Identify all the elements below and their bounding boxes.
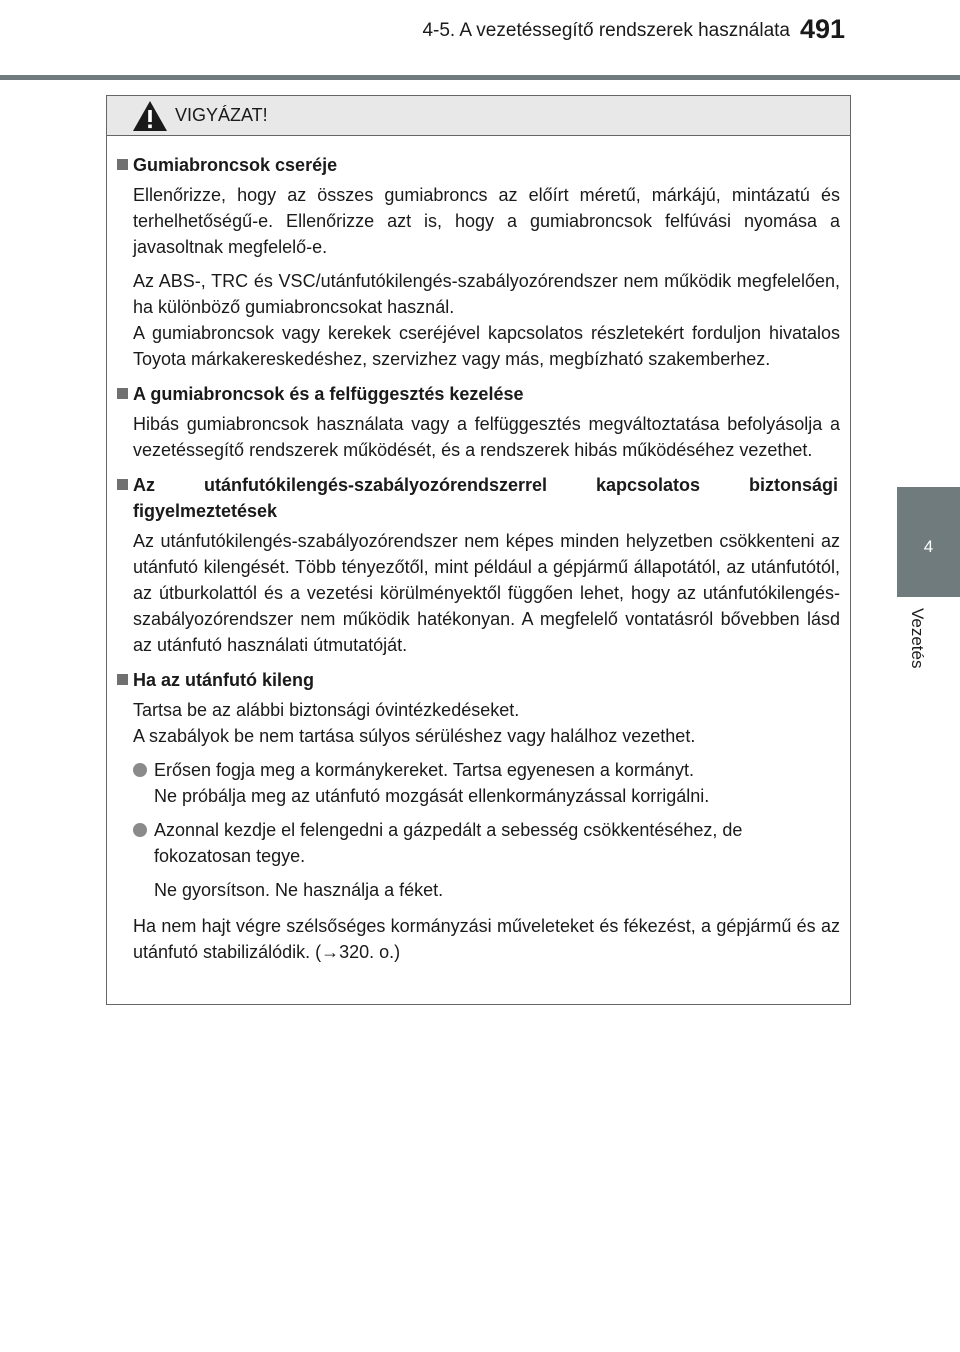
warning-content — [107, 136, 850, 965]
circle-bullet-icon — [133, 823, 147, 837]
section-tire-suspension-handling — [117, 381, 840, 463]
list-item — [133, 757, 840, 809]
running-header-title: 4-5. A vezetéssegítő rendszerek használata — [422, 20, 790, 41]
section-heading-text: Ha az utánfutó kileng — [133, 670, 315, 690]
chapter-label: Vezetés — [908, 608, 927, 669]
warning-title: VIGYÁZAT! — [175, 105, 268, 125]
section-if-trailer-sways — [117, 667, 840, 965]
section-trailer-sway-warnings — [117, 472, 840, 658]
paragraph: Az utánfutókilengés-szabályozórendszer nem képes minden helyzetben csökkenteni az utánfutó kilengését. Több tényezőtől, mint például a gépjármű állapotától, az utánfutótól, az útburkolattól és a vezetési körülményektől függően lehet, hogy az utánfutókilengés-szabályozórendszer nem működik hatékonyan. A megfelelő vontatásról bővebben lásd az utánfutó használati útmutatóját. — [133, 531, 840, 655]
section-heading — [117, 472, 840, 524]
list-item — [133, 817, 840, 869]
circle-bullet-icon — [133, 763, 147, 777]
paragraph — [133, 697, 840, 749]
list-item-line: Azonnal kezdje el felengedni a gázpedált a sebesség csökkentéséhez, de fokozatosan tegye. — [154, 820, 743, 866]
square-bullet-icon — [117, 388, 128, 399]
warning-box — [106, 95, 851, 1005]
warning-triangle-icon — [131, 99, 169, 133]
paragraph: Hibás gumiabroncsok használata vagy a felfüggesztés megváltoztatása befolyásolja a vezetéssegítő rendszerek működését, és a rendszerek hibás működéséhez vezethet. — [133, 414, 840, 460]
square-bullet-icon — [117, 479, 128, 490]
section-heading — [117, 381, 840, 407]
paragraph-line: Az ABS-, TRC és VSC/utánfutókilengés-szabályozórendszer nem működik megfelelően, ha különböző gumiabroncsokat használ. — [133, 271, 840, 317]
chapter-number: 4 — [923, 537, 934, 556]
section-heading — [117, 667, 840, 693]
header-rule — [0, 75, 960, 80]
paragraph: Ha nem hajt végre szélsőséges kormányzási műveleteket és fékezést, a gépjármű és az utánfutó stabilizálódik. (→320. o.) — [133, 916, 840, 962]
section-heading-text: Az utánfutókilengés-szabályozórendszerrel kapcsolatos biztonsági figyelmeztetések — [133, 475, 838, 521]
list-item-followup: Ne gyorsítson. Ne használja a féket. — [154, 880, 444, 900]
paragraph — [133, 268, 840, 372]
section-tire-replacement — [117, 152, 840, 372]
page-number: 491 — [800, 14, 846, 44]
paragraph: Ellenőrizze, hogy az összes gumiabroncs az előírt méretű, márkájú, mintázatú és terhelhetőségű-e. Ellenőrizze azt is, hogy a gumiabroncsok felfúvási nyomása a javasoltnak megfelelő-e. — [133, 185, 840, 257]
square-bullet-icon — [117, 159, 128, 170]
section-heading-text: A gumiabroncsok és a felfüggesztés kezelése — [133, 384, 524, 404]
section-heading-text: Gumiabroncsok cseréje — [133, 155, 338, 175]
square-bullet-icon — [117, 674, 128, 685]
list-item-line: Erősen fogja meg a kormánykereket. Tartsa egyenesen a kormányt. — [154, 760, 694, 780]
paragraph-line: Tartsa be az alábbi biztonsági óvintézkedéseket. — [133, 700, 520, 720]
section-heading — [117, 152, 840, 178]
list-item-line: Ne próbálja meg az utánfutó mozgását ellenkormányzással korrigálni. — [154, 786, 710, 806]
warning-header — [107, 96, 850, 136]
paragraph-line: A szabályok be nem tartása súlyos sérüléshez vagy halálhoz vezethet. — [133, 726, 696, 746]
paragraph-line: A gumiabroncsok vagy kerekek cseréjével kapcsolatos részletekért forduljon hivatalos Toyota márkakereskedéshez, szervizhez vagy más, megbízható szakemberhez. — [133, 323, 840, 369]
